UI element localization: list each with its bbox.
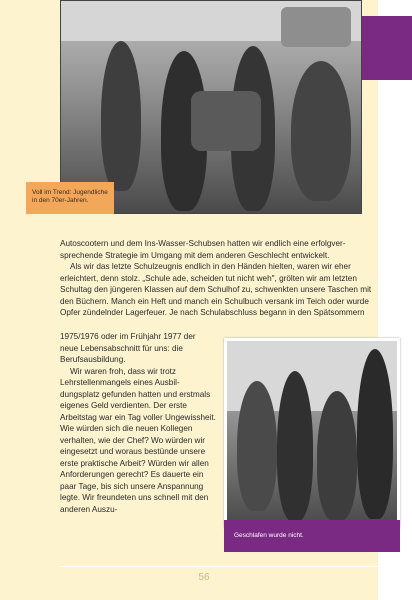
paragraph: Als wir das letzte Schulzeugnis endlich in den Händen hielten, waren wir eher erleichtert, denn stolz. „Schule ade, scheiden tut nicht weh", grölten wir am letzten Schultag den jüngeren Klassen auf dem Schulhof zu, schwenkten unsere Taschen mit den Büchern. Manch ein Heft und manch ein Schulbuch versank im Teich oder wurde Opfer zündelnder Lagerfeuer. Je nach Schulabschluss begann in den Spätsommern: [60, 262, 372, 317]
body-text-column: [60, 331, 216, 515]
photo2-caption: Geschlafen wurde nicht.: [224, 520, 400, 552]
paragraph: Wir waren froh, dass wir trotz Lehrstellenmangels eines Ausbildungsplatz gefunden hatten und erstmals eigenes Geld verdienten. Der erste Arbeitstag war ein Tag voller Ungewissheit. Wie würden sich die neuen Kollegen verhalten, wie der Chef? Wo würden wir eingesetzt und woraus bestünde unsere erste praktische Arbeit? Würden wir allen Anforderungen gerecht? Es dauerte ein paar Tage, bis sich unsere Anspannung legte. Wir freundeten uns schnell mit den anderen Auszu-: [60, 366, 216, 514]
page-number: 56: [198, 572, 210, 583]
paragraph: Autoscootern und dem Ins-Wasser-Schubsen hatten wir endlich eine erfolgversprechende Strategie im Umgang mit dem anderen Geschlecht entwickelt.: [60, 239, 346, 260]
body-text-top: [60, 238, 380, 319]
photo1-caption: Voll im Trend: Jugendliche in den 70er-Jahren.: [26, 182, 114, 214]
chapter-tab: [360, 16, 412, 80]
photo-group-indoor: [224, 338, 400, 528]
paragraph: 1975/1976 oder im Frühjahr 1977 der neue Lebensabschnitt für uns: die Berufsausbildung.: [60, 332, 196, 364]
